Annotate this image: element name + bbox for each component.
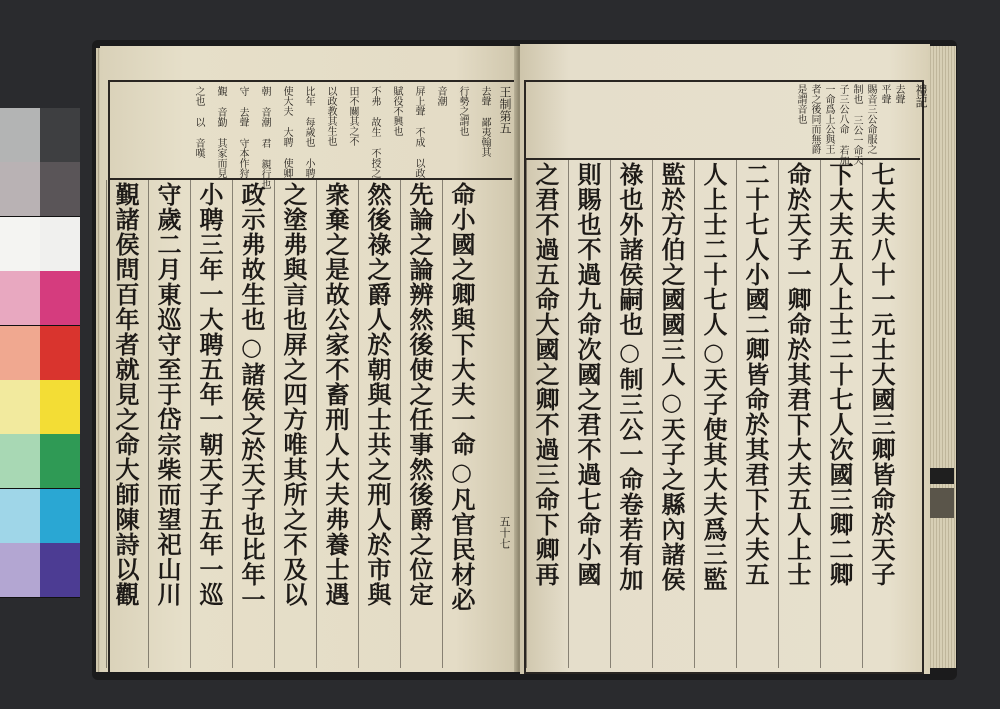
text-column: 之塗弗與言也屏之四方唯其所之不及以 xyxy=(279,182,308,607)
calibration-swatch xyxy=(40,489,80,543)
calibration-swatch xyxy=(0,380,40,434)
column-rule xyxy=(778,160,779,668)
calibration-swatch xyxy=(40,271,80,325)
calibration-swatch xyxy=(40,380,80,434)
calibration-swatch xyxy=(0,434,40,488)
headnote-column: 使大夫 大聘 使卿 xyxy=(281,86,292,178)
text-column: 二十七人小國二卿皆命於其君下大夫五 xyxy=(741,162,770,587)
headnote-column: 田不關其之不 xyxy=(347,86,358,146)
calibration-swatch xyxy=(0,162,40,216)
headnote-column: 朝 音潮 君 親行也 xyxy=(259,86,270,189)
right-page-edges xyxy=(928,46,956,668)
calibration-swatch xyxy=(0,489,40,543)
column-rule xyxy=(148,180,149,668)
column-rule xyxy=(106,180,107,668)
headnote-column: 以政教其生也 xyxy=(325,86,336,146)
calibration-swatch xyxy=(0,108,40,162)
headnote-column: 是謂音也 xyxy=(795,84,806,124)
text-column: 小聘三年一大聘五年一朝天子五年一巡 xyxy=(195,182,224,607)
column-rule xyxy=(358,180,359,668)
column-rule xyxy=(526,160,527,668)
column-rule xyxy=(862,160,863,668)
headnote-column: 去聲 xyxy=(893,84,904,104)
calibration-swatch xyxy=(40,543,80,597)
text-column: 則賜也不過九命次國之君不過七命小國 xyxy=(573,162,602,587)
left-folio: 五十七 xyxy=(498,516,511,549)
left-page xyxy=(100,46,518,672)
calibration-swatch xyxy=(0,543,40,597)
calibration-swatch xyxy=(0,217,40,271)
left-headnote-divider xyxy=(108,178,512,180)
calibration-swatch xyxy=(40,217,80,271)
headnote-column: 行勢之謂也 xyxy=(457,86,468,136)
edge-tab-mark xyxy=(930,468,954,484)
text-column: 守歲二月東巡守至于岱宗柴而望祀山川 xyxy=(153,182,182,607)
column-rule xyxy=(694,160,695,668)
headnote-column: 平聲 xyxy=(879,84,890,104)
calibration-swatch xyxy=(40,108,80,162)
column-rule xyxy=(610,160,611,668)
column-rule xyxy=(652,160,653,668)
column-rule xyxy=(190,180,191,668)
headnote-column: 賦役不興也 xyxy=(391,86,402,136)
text-column: 然後祿之爵人於朝與士共之刑人於市與 xyxy=(363,182,392,607)
headnote-column: 子三公八命 若加 xyxy=(837,84,848,165)
calibration-swatch xyxy=(0,271,40,325)
edge-label-mark xyxy=(930,488,954,518)
text-column: 人上士二十七人○天子使其大夫爲三監 xyxy=(699,162,728,592)
headnote-column: 比年 每歲也 小聘 xyxy=(303,86,314,178)
calibration-swatch xyxy=(40,162,80,216)
headnote-column: 音潮 xyxy=(435,86,446,106)
column-rule xyxy=(442,180,443,668)
headnote-column: 去聲 鄙夷翰其 xyxy=(479,86,490,157)
headnote-column: 覲 音勤 其家而見 xyxy=(215,86,226,178)
calibration-swatch xyxy=(0,326,40,380)
column-rule xyxy=(316,180,317,668)
color-calibration-strip xyxy=(0,108,80,598)
headnote-column: 守 去聲 守本作狩 xyxy=(237,86,248,178)
column-rule xyxy=(736,160,737,668)
calibration-swatch xyxy=(40,326,80,380)
column-rule xyxy=(274,180,275,668)
headnote-column: 者之後同而無爵 xyxy=(809,84,820,154)
text-column: 衆棄之是故公家不畜刑人大夫弗養士遇 xyxy=(321,182,350,607)
headnote-column: 屏上聲 不成 以政 xyxy=(413,86,424,178)
text-column: 覲諸侯問百年者就見之命大師陳詩以觀 xyxy=(111,182,140,607)
text-column: 祿也外諸侯嗣也○制三公一命卷若有加 xyxy=(615,162,644,592)
right-page xyxy=(520,44,930,674)
column-rule xyxy=(232,180,233,668)
column-rule xyxy=(820,160,821,668)
text-column: 監於方伯之國國三人○天子之縣內諸侯 xyxy=(657,162,686,592)
text-column: 先論之論辨然後使之任事然後爵之位定 xyxy=(405,182,434,607)
text-column: 命小國之卿與下大夫一命○凡官民材必 xyxy=(447,182,476,612)
headnote-column: 賜音三公命服之 xyxy=(865,84,876,154)
text-column: 之君不過五命大國之卿不過三命下卿再 xyxy=(531,162,560,587)
text-column: 政示弗故生也○諸侯之於天子也比年一 xyxy=(237,182,266,612)
text-column: 命於天子一卿命於其君下大夫五人上士 xyxy=(783,162,812,587)
headnote-column: 制也 三公一命天 xyxy=(851,84,862,165)
calibration-swatch xyxy=(40,434,80,488)
text-column: 下大夫五人上士二十七人次國三卿二卿 xyxy=(825,162,854,587)
right-margin-title: 禮記 xyxy=(914,84,928,108)
headnote-column: 之也 以 音嘆 xyxy=(193,86,204,158)
headnote-column: 一命爲上公與王 xyxy=(823,84,834,154)
left-margin-title: 王制第五 xyxy=(498,86,512,134)
text-column: 七大夫八十一元士大國三卿皆命於天子 xyxy=(867,162,896,587)
column-rule xyxy=(568,160,569,668)
column-rule xyxy=(400,180,401,668)
headnote-column: 不弗 故生 不授之 xyxy=(369,86,380,178)
